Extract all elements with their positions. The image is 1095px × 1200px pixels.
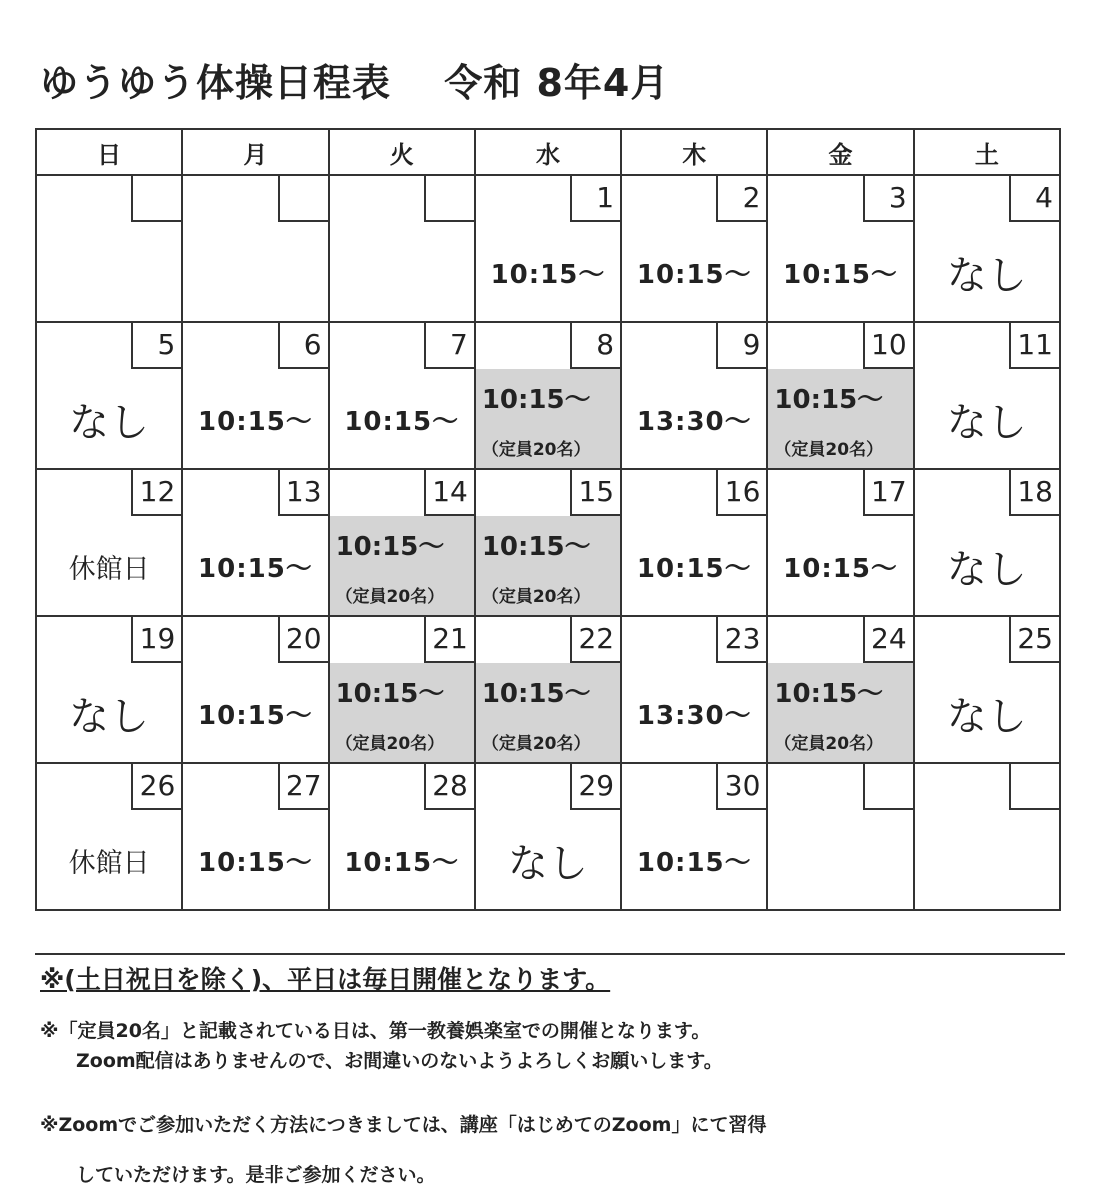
day-number: 12 bbox=[131, 470, 181, 516]
session-time: 10:15～ bbox=[636, 848, 752, 878]
note-weekdays: ※(土日祝日を除く)、平日は毎日開催となります。 bbox=[40, 965, 611, 994]
calendar-day-cell bbox=[182, 469, 328, 616]
calendar-day-cell bbox=[914, 616, 1060, 763]
capacity-note: （定員20名） bbox=[481, 587, 591, 607]
day-number: 24 bbox=[863, 617, 913, 663]
calendar-day-cell bbox=[914, 175, 1060, 322]
day-number: 3 bbox=[863, 176, 913, 222]
closed-label: 休館日 bbox=[68, 848, 150, 879]
day-number: 5 bbox=[131, 323, 181, 369]
session-time: 10:15～ bbox=[481, 532, 591, 562]
day-number: 1 bbox=[570, 176, 620, 222]
day-content bbox=[622, 665, 766, 762]
day-number: 10 bbox=[863, 323, 913, 369]
session-time: 10:15～ bbox=[783, 554, 898, 584]
session-time: 10:15～ bbox=[774, 679, 884, 709]
weekday-sun: 日 bbox=[36, 129, 182, 175]
day-content bbox=[622, 812, 766, 909]
calendar-day-cell bbox=[36, 322, 182, 469]
session-time: 10:15～ bbox=[481, 385, 591, 415]
day-number: 27 bbox=[278, 764, 328, 810]
day-number: 9 bbox=[716, 323, 766, 369]
calendar-day-cell bbox=[621, 322, 767, 469]
day-number: 14 bbox=[424, 470, 474, 516]
calendar-day-cell bbox=[914, 763, 1060, 910]
session-time: 10:15～ bbox=[335, 679, 445, 709]
calendar-day-cell bbox=[621, 763, 767, 910]
session-time: 10:15～ bbox=[636, 554, 752, 584]
schedule-calendar bbox=[35, 128, 1061, 911]
session-time: 10:15～ bbox=[198, 554, 313, 584]
day-content bbox=[622, 371, 766, 468]
calendar-day-cell bbox=[767, 763, 913, 910]
calendar-day-cell bbox=[621, 616, 767, 763]
no-session-label: なし bbox=[507, 841, 588, 887]
weekday-wed: 水 bbox=[475, 129, 621, 175]
day-number: 23 bbox=[716, 617, 766, 663]
day-number: 22 bbox=[570, 617, 620, 663]
day-number: 17 bbox=[863, 470, 913, 516]
day-content bbox=[622, 518, 766, 615]
calendar-day-cell bbox=[475, 616, 621, 763]
note-zoom-1: ※Zoomでご参加いただく方法につきましては、講座「はじめてのZoom」にて習得 bbox=[40, 1114, 767, 1136]
calendar-week-row bbox=[36, 469, 1060, 616]
no-session-label: なし bbox=[946, 547, 1027, 593]
day-number: 19 bbox=[131, 617, 181, 663]
session-time: 10:15～ bbox=[198, 701, 313, 731]
calendar-day-cell bbox=[914, 469, 1060, 616]
day-number: 4 bbox=[1009, 176, 1059, 222]
day-content bbox=[915, 224, 1059, 321]
divider-line bbox=[35, 953, 1065, 955]
day-number: 13 bbox=[278, 470, 328, 516]
calendar-day-cell bbox=[182, 616, 328, 763]
day-content bbox=[476, 224, 620, 321]
day-number bbox=[424, 176, 474, 222]
day-content bbox=[183, 665, 327, 762]
calendar-day-cell bbox=[329, 616, 475, 763]
day-number: 25 bbox=[1009, 617, 1059, 663]
calendar-week-row bbox=[36, 763, 1060, 910]
day-number: 21 bbox=[424, 617, 474, 663]
capacity-note: （定員20名） bbox=[774, 734, 884, 754]
day-content bbox=[622, 224, 766, 321]
weekday-mon: 月 bbox=[182, 129, 328, 175]
no-session-label: なし bbox=[69, 694, 150, 740]
calendar-day-cell bbox=[475, 469, 621, 616]
session-time: 10:15～ bbox=[636, 260, 752, 290]
day-number: 18 bbox=[1009, 470, 1059, 516]
day-content bbox=[915, 665, 1059, 762]
calendar-day-cell bbox=[329, 322, 475, 469]
day-content bbox=[37, 371, 181, 468]
closed-label: 休館日 bbox=[68, 554, 150, 585]
day-number: 26 bbox=[131, 764, 181, 810]
note-capacity-2: Zoom配信はありませんので、お間違いのないようよろしくお願いします。 bbox=[76, 1050, 723, 1072]
note-capacity-1: ※「定員20名」と記載されている日は、第一教養娯楽室での開催となります。 bbox=[40, 1020, 711, 1042]
calendar-day-cell bbox=[767, 175, 913, 322]
calendar-day-cell bbox=[475, 763, 621, 910]
note-zoom-2: していただけます。是非ご参加ください。 bbox=[76, 1164, 436, 1186]
page-title: ゆうゆう体操日程表 令和 8年4月 bbox=[40, 61, 670, 105]
calendar-day-cell bbox=[182, 322, 328, 469]
day-content bbox=[330, 371, 474, 468]
day-number: 6 bbox=[278, 323, 328, 369]
calendar-day-cell bbox=[329, 175, 475, 322]
day-number: 30 bbox=[716, 764, 766, 810]
no-session-label: なし bbox=[946, 400, 1027, 446]
calendar-day-cell bbox=[36, 175, 182, 322]
day-number: 2 bbox=[716, 176, 766, 222]
day-number bbox=[131, 176, 181, 222]
day-content bbox=[183, 371, 327, 468]
calendar-day-cell bbox=[767, 322, 913, 469]
calendar-day-cell bbox=[36, 616, 182, 763]
day-number: 11 bbox=[1009, 323, 1059, 369]
day-number: 16 bbox=[716, 470, 766, 516]
calendar-day-cell bbox=[329, 763, 475, 910]
session-time: 10:15～ bbox=[481, 679, 591, 709]
day-number bbox=[1009, 764, 1059, 810]
session-time: 10:15～ bbox=[783, 260, 898, 290]
day-content bbox=[183, 518, 327, 615]
calendar-day-cell bbox=[475, 175, 621, 322]
capacity-note: （定員20名） bbox=[481, 440, 591, 460]
day-content bbox=[183, 812, 327, 909]
calendar-day-cell bbox=[621, 469, 767, 616]
day-number bbox=[863, 764, 913, 810]
calendar-week-row bbox=[36, 616, 1060, 763]
session-time: 13:30～ bbox=[636, 407, 752, 437]
session-time: 10:15～ bbox=[344, 407, 460, 437]
calendar-day-cell bbox=[36, 469, 182, 616]
day-content bbox=[476, 812, 620, 909]
calendar-day-cell bbox=[182, 763, 328, 910]
capacity-note: （定員20名） bbox=[335, 587, 445, 607]
day-content bbox=[768, 518, 912, 615]
session-time: 13:30～ bbox=[636, 701, 752, 731]
session-time: 10:15～ bbox=[198, 407, 313, 437]
session-time: 10:15～ bbox=[490, 260, 606, 290]
day-content bbox=[37, 518, 181, 615]
calendar-day-cell bbox=[36, 763, 182, 910]
calendar-day-cell bbox=[182, 175, 328, 322]
day-number: 7 bbox=[424, 323, 474, 369]
day-content bbox=[915, 371, 1059, 468]
no-session-label: なし bbox=[946, 694, 1027, 740]
weekday-fri: 金 bbox=[767, 129, 913, 175]
calendar-week-row bbox=[36, 175, 1060, 322]
calendar-day-cell bbox=[767, 616, 913, 763]
weekday-sat: 土 bbox=[914, 129, 1060, 175]
weekday-header-row bbox=[36, 129, 1060, 175]
day-number: 8 bbox=[570, 323, 620, 369]
no-session-label: なし bbox=[69, 400, 150, 446]
day-content bbox=[37, 812, 181, 909]
day-number bbox=[278, 176, 328, 222]
day-content bbox=[915, 518, 1059, 615]
capacity-note: （定員20名） bbox=[335, 734, 445, 754]
weekday-thu: 木 bbox=[621, 129, 767, 175]
calendar-day-cell bbox=[767, 469, 913, 616]
day-number: 29 bbox=[570, 764, 620, 810]
weekday-tue: 火 bbox=[329, 129, 475, 175]
day-content bbox=[768, 224, 912, 321]
calendar-week-row bbox=[36, 322, 1060, 469]
calendar-day-cell bbox=[329, 469, 475, 616]
calendar-day-cell bbox=[621, 175, 767, 322]
day-content bbox=[37, 665, 181, 762]
day-content bbox=[330, 812, 474, 909]
capacity-note: （定員20名） bbox=[774, 440, 884, 460]
capacity-note: （定員20名） bbox=[481, 734, 591, 754]
calendar-day-cell bbox=[914, 322, 1060, 469]
session-time: 10:15～ bbox=[335, 532, 445, 562]
day-number: 28 bbox=[424, 764, 474, 810]
session-time: 10:15～ bbox=[344, 848, 460, 878]
calendar-day-cell bbox=[475, 322, 621, 469]
session-time: 10:15～ bbox=[774, 385, 884, 415]
no-session-label: なし bbox=[946, 253, 1027, 299]
day-number: 15 bbox=[570, 470, 620, 516]
day-number: 20 bbox=[278, 617, 328, 663]
session-time: 10:15～ bbox=[198, 848, 313, 878]
